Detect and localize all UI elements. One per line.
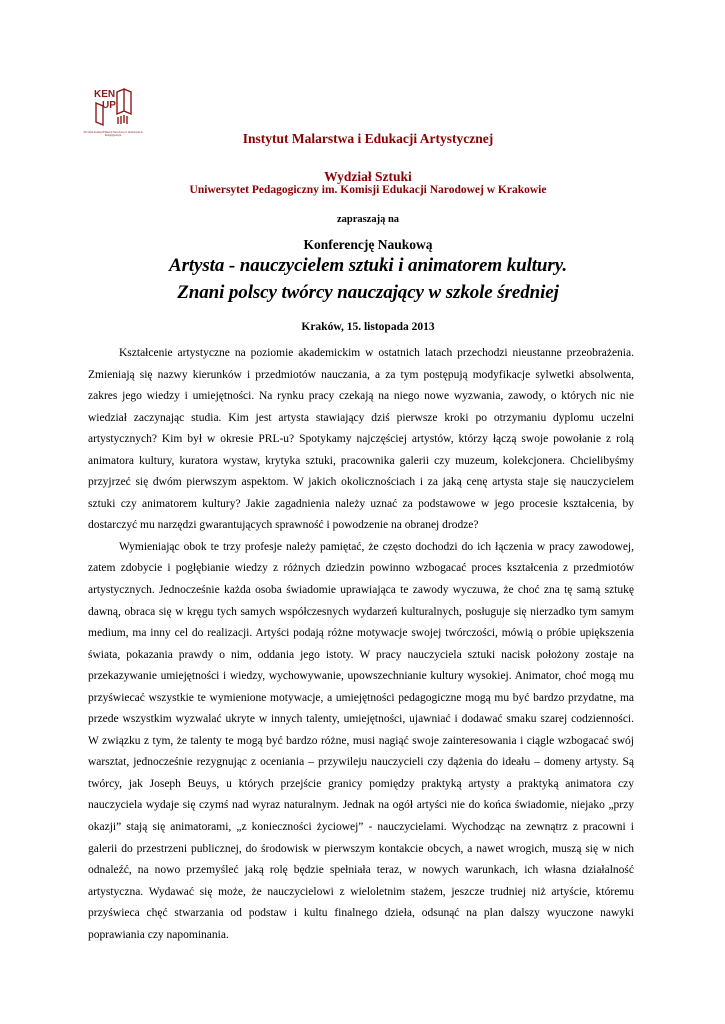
logo-caption: 2013 Rok Komisji Edukacji Narodowej w Uniwersytecie Pedagogicznym	[83, 131, 143, 137]
invite-text: zapraszają na	[336, 214, 400, 225]
conference-date: Kraków, 15. listopada 2013	[301, 321, 435, 333]
faculty-name: Wydział Sztuki	[324, 169, 412, 184]
kenup-logo-icon	[93, 86, 133, 130]
paragraph: Wymieniając obok te trzy profesje należy pamiętać, że często dochodzi do ich łączenia w pracy zawodowej, zatem zdobycie i pogłębianie wiedzy z różnych dziedzin powinno wzbogacać proces kształcenia z przedmiotów artystycznych. Jednocześnie każda osoba świadomie uprawiająca te zawody wyczuwa, że choć zna tę samą sztukę dawną, obraca się w kręgu tych samych współczesnych wydarzeń kulturalnych, posługuje się nierzadko tym samym medium, ma inny cel do realizacji. Artyści podają różne motywacje swojej twórczości, mówią o próbie upiększenia świata, pokazania prawdy o nim, oddania jego istoty. W pracy nauczyciela sztuki nacisk położony zostaje na przekazywanie umiejętności i wiedzy, wychowywanie, upowszechnianie kultury wysokiej. Animator, choć mogą mu przyświecać wszystkie te wymienione motywacje, a umiejętności pedagogiczne mogą mu być bardzo przydatne, ma przede wszystkim wyzwalać ukryte w innych talenty, umiejętności, ujawniać i dodawać smaku szarej codzienności. W związku z tym, że talenty te mogą być bardzo różne, musi nagiąć swoje zainteresowania i ciągle wzbogacać swój warsztat, jednocześnie rezygnując z oceniania – przywileju nauczycieli czy dążenia do ideału – domeny artysty. Są twórcy, jak Joseph Beuys, u których przejście granicy pomiędzy praktyką artysty a praktyką animatora czy nauczyciela wydaje się czymś nad wyraz naturalnym. Jednak na ogół artyści nie do końca świadomie, niejako „przy okazji” stają się animatorami, „z konieczności życiowej” - nauczycielami. Wychodząc na zewnątrz z pracowni i galerii do przestrzeni publicznej, do środowisk w pierwszym kontakcie obcych, a nawet wrogich, muszą się w nich odnaleźć, na nowo przemyśleć jaką rolę będzie spełniała teraz, w nowych warunkach, ich własna działalność artystyczna. Wydawać się może, że nauczycielowi z wieloletnim stażem, jeszcze trudniej niż artyście, któremu przyświeca chęć stwarzania od podstaw i kultu finalnego dzieła, odsunąć na plan dalszy wyuczone nawyki poprawiania czy napominania.	[88, 540, 634, 941]
university-name: Uniwersytet Pedagogiczny im. Komisji Edukacji Narodowej w Krakowie	[189, 184, 547, 196]
conference-title-line-2: Znani polscy twórcy nauczający w szkole średniej	[177, 282, 559, 303]
conference-title-line-1: Artysta - nauczycielem sztuki i animatorem kultury.	[169, 255, 567, 276]
conference-label: Konferencję Naukową	[303, 237, 433, 252]
svg-text:KEN: KEN	[94, 89, 116, 100]
document-body	[88, 343, 634, 946]
institute-name: Instytut Malarstwa i Edukacji Artystycznej	[242, 131, 494, 146]
svg-text:UP: UP	[102, 100, 116, 111]
paragraph: Kształcenie artystyczne na poziomie akademickim w ostatnich latach przechodzi nieustanne przeobrażenia. Zmieniają się nazwy kierunków i przedmiotów nauczania, a za tym postępują modyfikacje sylwetki absolwenta, zakres jego wiedzy i umiejętności. Na rynku pracy czekają na niego nowe wyzwania, zawody, o których nic nie wiedział zaczynając studia. Kim jest artysta stawiający dziś pierwsze kroki po otrzymaniu dyplomu uczelni artystycznych? Kim był w okresie PRL-u? Spotykamy najczęściej artystów, którzy łączą swoje powołanie z rolą animatora kultury, kuratora wystaw, krytyka sztuki, pracownika galerii czy muzeum, kolekcjonera. Chcielibyśmy przyjrzeć się dwóm pierwszym aspektom. W jakich okolicznościach i za jaką cenę artysta staje się nauczycielem sztuki czy animatorem kultury? Jakie zagadnienia należy uznać za podstawowe w jego procesie kształcenia, by dostarczyć mu narzędzi gwarantujących sprawność i powodzenie na obranej drodze?	[88, 347, 634, 532]
